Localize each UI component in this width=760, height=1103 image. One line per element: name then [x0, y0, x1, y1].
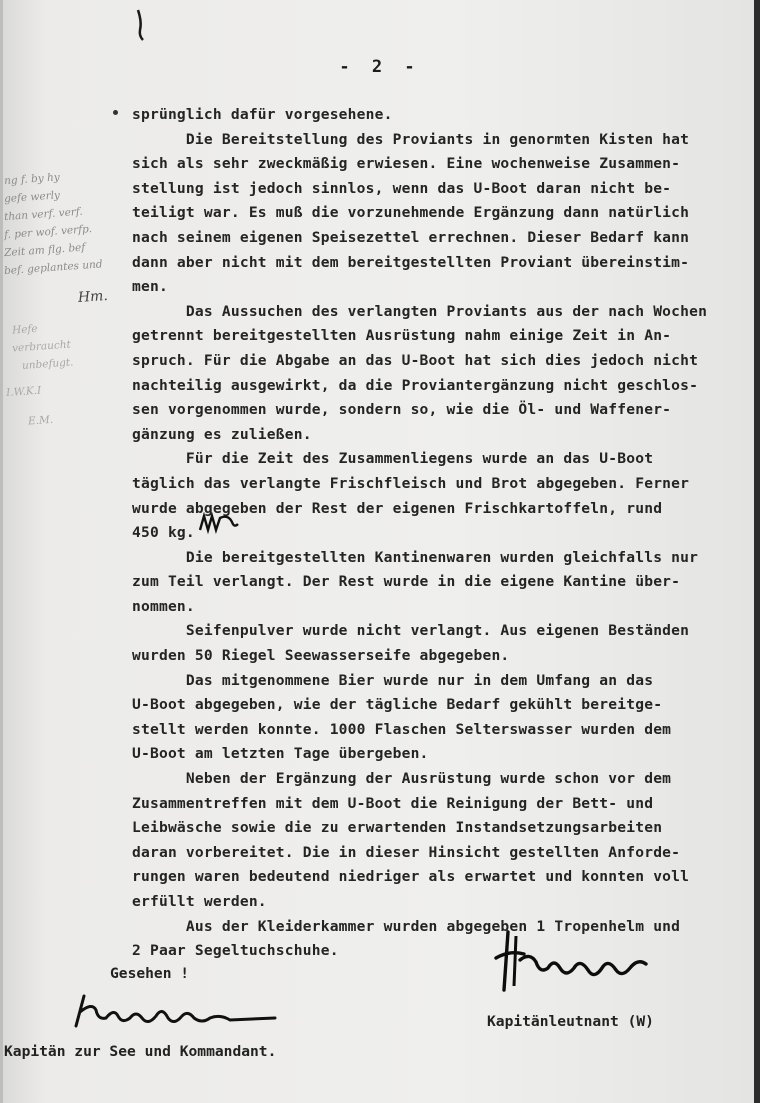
- handwritten-initials-mark: [198, 512, 242, 534]
- body-line: teiligt war. Es muß die vorzunehmende Ergänzung dann natürlich: [132, 204, 690, 222]
- margin-note: bef. geplantes und: [3, 258, 103, 278]
- body-line: wurden 50 Riegel Seewasserseife abgegeben.: [132, 647, 510, 665]
- body-line: stellung ist jedoch sinnlos, wenn das U-Boot daran nicht be-: [132, 179, 672, 197]
- lieutenant-title: Kapitänleutnant (W): [487, 1013, 654, 1030]
- margin-note: unbefugt.: [21, 356, 74, 372]
- body-line: nach seinem eigenen Speisezettel errechnen. Dieser Bedarf kann: [132, 228, 690, 246]
- scan-edge-left: [0, 0, 3, 1103]
- body-line: gänzung es zuließen.: [132, 425, 312, 443]
- body-line: Das mitgenommene Bier wurde nur in dem Umfang an das: [132, 671, 654, 689]
- body-line: men.: [132, 278, 168, 296]
- body-line: 450 kg.: [132, 524, 195, 542]
- body-line: sen vorgenommen wurde, sondern so, wie die Öl- und Waffener-: [132, 401, 672, 419]
- body-line: U-Boot abgegeben, wie der tägliche Bedarf gekühlt bereitge-: [132, 696, 663, 714]
- body-line: erfüllt werden.: [132, 893, 267, 910]
- body-line: Das Aussuchen des verlangten Proviants aus der nach Wochen: [132, 302, 708, 320]
- body-line: daran vorbereitet. Die in dieser Hinsicht gestellten Anforde-: [132, 843, 681, 861]
- body-line: nommen.: [132, 597, 195, 615]
- margin-note: than verf. verf.: [3, 205, 84, 224]
- body-line: getrennt bereitgestellten Ausrüstung nahm einige Zeit in An-: [132, 327, 672, 345]
- margin-note: E.M.: [27, 413, 54, 428]
- margin-note: gefe werly: [3, 189, 61, 206]
- body-line: täglich das verlangte Frischfleisch und Brot abgegeben. Ferner: [132, 474, 690, 492]
- body-line: rungen waren bedeutend niedriger als erwartet und konnten voll: [132, 868, 690, 886]
- page-number: - 2 -: [339, 57, 421, 77]
- body-line: wurde abgegeben der Rest der eigenen Frischkartoffeln, rund: [132, 499, 663, 517]
- margin-dot: [113, 110, 118, 115]
- body-line: Für die Zeit des Zusammenliegens wurde an das U-Boot: [132, 450, 654, 468]
- body-line: Seifenpulver wurde nicht verlangt. Aus eigenen Beständen: [132, 622, 690, 640]
- commander-signature: [70, 988, 280, 1036]
- margin-note: Hefe: [11, 322, 38, 337]
- body-line: 2 Paar Segeltuchschuhe.: [132, 942, 339, 960]
- body-line: Zusammentreffen mit dem U-Boot die Reinigung der Bett- und: [132, 794, 654, 812]
- body-line: dann aber nicht mit dem bereitgestellten Proviant übereinstim-: [132, 253, 690, 271]
- body-line: Die Bereitstellung des Proviants in genormten Kisten hat: [132, 130, 690, 148]
- margin-note: f. per wof. verfp.: [3, 223, 93, 242]
- body-line: nachteilig ausgewirkt, da die Proviantergänzung nicht geschlos-: [132, 376, 699, 394]
- margin-note: Hm.: [77, 287, 109, 307]
- body-line: Neben der Ergänzung der Ausrüstung wurde schon vor dem: [132, 770, 672, 788]
- body-line: spruch. Für die Abgabe an das U-Boot hat sich dies jedoch nicht: [132, 351, 699, 369]
- seen-label: Gesehen !: [110, 965, 190, 982]
- margin-note: I.W.K.I: [5, 384, 42, 400]
- captain-title: Kapitän zur See und Kommandant.: [4, 1043, 277, 1060]
- body-line: sprünglich dafür vorgesehene.: [132, 106, 393, 123]
- body-line: stellt werden konnte. 1000 Flaschen Selterswasser wurden dem: [132, 720, 672, 738]
- body-line: Die bereitgestellten Kantinenwaren wurden gleichfalls nur: [132, 548, 699, 566]
- body-line: Aus der Kleiderkammer wurden abgegeben 1 Tropenhelm und: [132, 917, 681, 935]
- body-line: zum Teil verlangt. Der Rest wurde in die eigene Kantine über-: [132, 573, 681, 591]
- pen-tick-mark: [134, 8, 148, 42]
- body-line: U-Boot am letzten Tage übergeben.: [132, 745, 429, 763]
- body-line: sich als sehr zweckmäßig erwiesen. Eine wochenweise Zusammen-: [132, 155, 681, 173]
- body-line: Leibwäsche sowie die zu erwartenden Instandsetzungsarbeiten: [132, 819, 663, 837]
- margin-note: verbraucht: [11, 338, 72, 355]
- lieutenant-signature: [490, 928, 660, 1008]
- margin-note: Zeit am flg. bef: [3, 241, 86, 260]
- margin-note: ng f. by hy: [3, 171, 61, 188]
- pencil-margin-notes: [4, 168, 124, 428]
